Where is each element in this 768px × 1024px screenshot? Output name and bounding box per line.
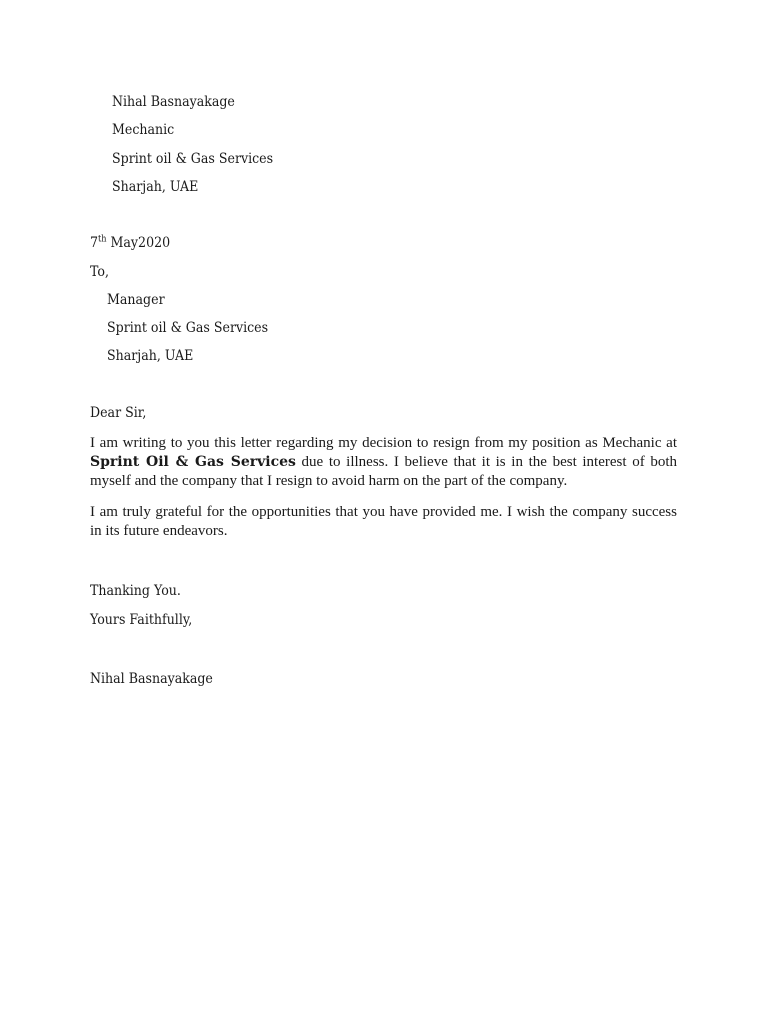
paragraph-1-line-2-rest: due to illness. I believe that it is in the best interest of both <box>295 454 678 470</box>
company-name-bold: Sprint Oil & Gas Services <box>90 454 296 470</box>
date-month-year: May2020 <box>106 235 171 251</box>
sender-name: Nihal Basnayakage <box>112 94 235 110</box>
sender-company: Sprint oil & Gas Services <box>112 151 274 167</box>
letter-date <box>90 234 170 252</box>
recipient-company: Sprint oil & Gas Services <box>107 320 269 336</box>
body-paragraph-1 <box>90 434 677 491</box>
body-paragraph-2 <box>90 503 677 541</box>
paragraph-1-line-2 <box>90 453 677 472</box>
sender-location: Sharjah, UAE <box>112 179 199 195</box>
date-suffix: th <box>98 234 107 245</box>
salutation: Dear Sir, <box>90 405 147 421</box>
sender-title: Mechanic <box>112 122 175 138</box>
date-day: 7 <box>90 235 99 251</box>
paragraph-1-line-3: myself and the company that I resign to avoid harm on the part of the company. <box>90 473 568 489</box>
signature-name: Nihal Basnayakage <box>90 671 213 687</box>
recipient-to: To, <box>90 264 110 280</box>
recipient-location: Sharjah, UAE <box>107 348 194 364</box>
paragraph-2-line-2: in its future endeavors. <box>90 523 228 539</box>
paragraph-2-line-1: I am truly grateful for the opportunities that you have provided me. I wish the company success <box>90 504 677 520</box>
recipient-title: Manager <box>107 292 165 308</box>
closing-valediction: Yours Faithfully, <box>90 612 193 628</box>
paragraph-1-line-1: I am writing to you this letter regarding my decision to resign from my position as Mechanic at <box>90 435 677 451</box>
closing-thanks: Thanking You. <box>90 583 181 599</box>
